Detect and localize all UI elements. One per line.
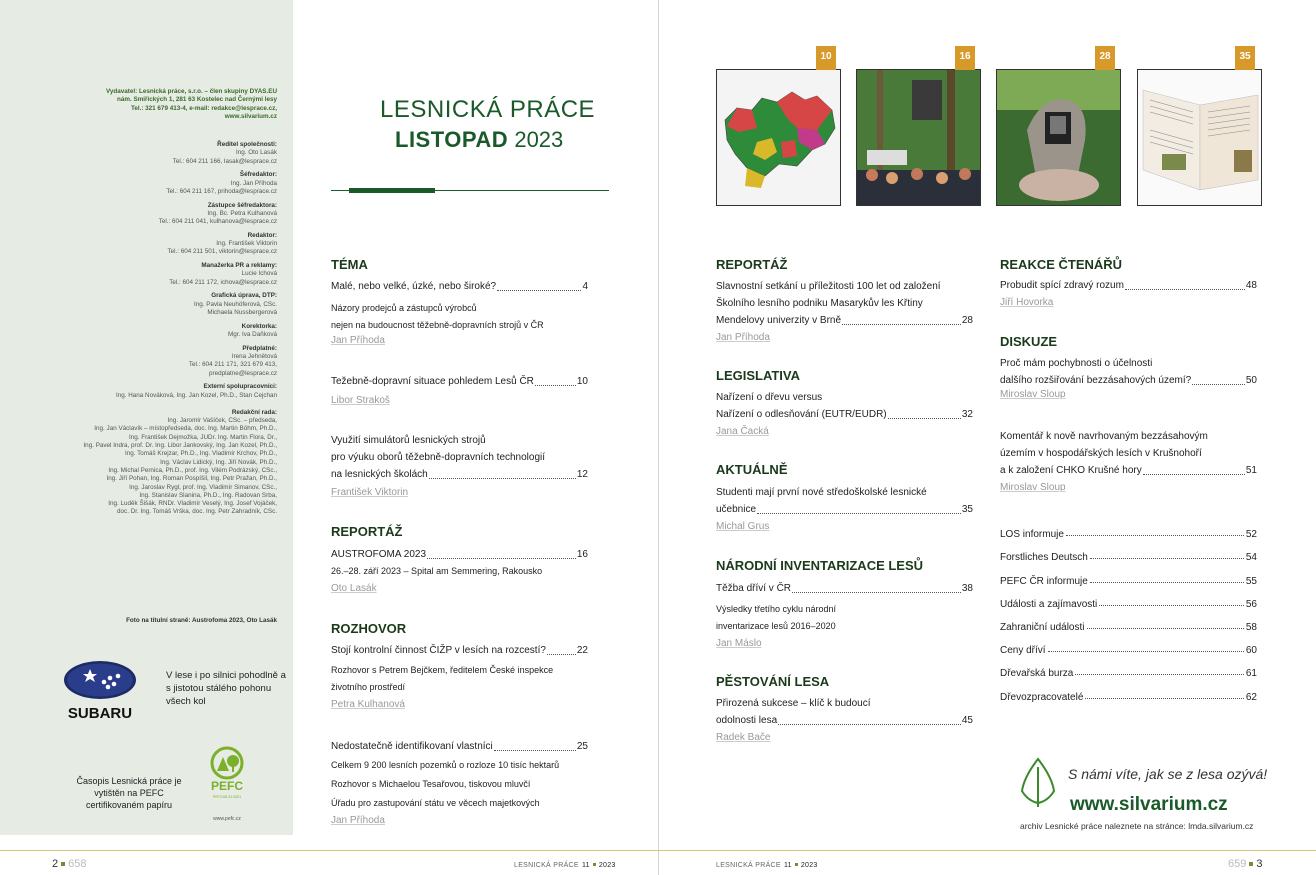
staff-block <box>83 292 277 317</box>
section-heading: REPORTÁŽ <box>716 257 788 272</box>
toc-title-line: územím v hospodářských lesích v Krušnohoří <box>1000 448 1202 459</box>
staff-line: Ing. Jan Václavík – místopředseda, doc. Ing. Martin Böhm, Ph.D., <box>94 425 277 433</box>
author-link[interactable]: Michal Grus <box>716 521 770 532</box>
toc-title-line: Využití simulátorů lesnických strojů <box>331 435 486 446</box>
masthead-title: LESNICKÁ PRÁCE <box>380 96 596 123</box>
dot-leader <box>778 724 961 725</box>
toc-title: AUSTROFOMA 2023 <box>331 549 427 560</box>
author-link[interactable]: Jan Příhoda <box>716 332 770 343</box>
staff-line: Ing. Luděk Šišák, RNDr. Vladimír Veselý, Ing. Josef Vojáček, <box>108 500 277 508</box>
dot-leader <box>497 290 581 291</box>
dot-leader <box>1192 384 1245 385</box>
toc-entry[interactable] <box>331 642 588 659</box>
pefc-tree-icon <box>203 745 251 809</box>
staff-line: Ing. František Viktorin <box>216 240 277 248</box>
misc-page: 62 <box>1245 691 1257 703</box>
author-link[interactable]: Jiří Hovorka <box>1000 297 1054 308</box>
subaru-slogan: V lese i po silnici pohodlně a s jistotou stálého pohonu všech kol <box>166 670 286 707</box>
thumb-page-number: 28 <box>1095 46 1115 70</box>
toc-title: Težebně-dopravní situace pohledem Lesů ČR <box>331 376 534 387</box>
misc-list <box>1000 517 1257 703</box>
dot-leader <box>1087 628 1244 629</box>
page-number: 3 <box>1256 858 1263 870</box>
misc-entry[interactable] <box>1000 610 1257 633</box>
staff-role: Korektorka: <box>241 322 277 330</box>
toc-title: učebnice <box>716 504 757 515</box>
author-link[interactable]: František Viktorin <box>331 487 409 498</box>
toc-page: 48 <box>1245 280 1257 291</box>
author-link[interactable]: Petra Kulhanová <box>331 699 405 710</box>
staff-line: Ing. Oto Lasák <box>236 149 277 157</box>
toc-entry[interactable] <box>1000 372 1257 389</box>
toc-subtitle: Názory prodejců a zástupců výrobců <box>331 303 477 313</box>
toc-title-line: Studenti mají první nové středoškolské lesnické <box>716 487 927 498</box>
staff-block <box>83 171 277 196</box>
footer-year: 2023 <box>598 862 616 869</box>
dot-leader <box>1075 674 1244 675</box>
misc-page: 52 <box>1245 529 1257 541</box>
staff-role: Předplatné: <box>242 344 277 352</box>
toc-page: 22 <box>576 645 588 656</box>
staff-line: Ing. Jaroslav Rygl, prof. Ing. Vladimír Simanov, CSc., <box>129 483 277 491</box>
staff-block <box>83 202 277 227</box>
toc-page: 25 <box>576 741 588 752</box>
subaru-emblem-icon <box>48 660 152 722</box>
dot-leader <box>792 592 961 593</box>
dot-leader <box>1099 605 1244 606</box>
toc-title: Stojí kontrolní činnost ČIŽP v lesích na rozcestí? <box>331 645 546 656</box>
footer-right <box>1228 858 1262 870</box>
toc-entry[interactable] <box>331 278 588 295</box>
misc-page: 61 <box>1245 668 1257 680</box>
staff-block <box>83 345 277 378</box>
misc-label: PEFC ČR informuje <box>1000 575 1088 587</box>
silvarium-tagline: S námi víte, jak se z lesa ozývá! <box>1068 766 1268 782</box>
staff-line: Ing. Jiří Pohan, Ing. Roman Pospíšil, Ing. Petr Pražan, Ph.D., <box>106 475 277 483</box>
author-link[interactable]: Libor Strakoš <box>331 395 390 406</box>
book-photo-icon <box>1138 70 1262 206</box>
pefc-url[interactable]: www.pefc.cz <box>213 816 241 822</box>
footer-year: 2023 <box>800 862 818 869</box>
staff-line: Ing. Pavel Indra, prof. Dr. Ing. Libor Jankovský, Ing. Jan Kozel, Ph.D., <box>83 442 277 450</box>
staff-line: Ing. Stanislav Slanina, Ph.D., Ing. Radovan Srba, <box>139 491 277 499</box>
misc-entry[interactable] <box>1000 633 1257 656</box>
toc-page: 4 <box>582 281 588 292</box>
staff-block <box>83 262 277 287</box>
dot-leader <box>1090 582 1244 583</box>
staff-role: Ředitel společnosti: <box>217 141 277 148</box>
dot-leader <box>1066 535 1244 536</box>
toc-entry[interactable] <box>716 580 973 597</box>
author-link[interactable]: Jana Čacká <box>716 426 769 437</box>
footer-issue: 11 <box>783 862 792 869</box>
masthead-rule-accent <box>349 188 435 193</box>
toc-page: 45 <box>961 715 973 726</box>
author-link[interactable]: Jan Máslo <box>716 638 762 649</box>
toc-title-line: pro výuku oborů těžebně-dopravních technologií <box>331 452 546 463</box>
toc-subtitle: nejen na budoucnost těžebně-dopravních strojů v ČR <box>331 320 544 330</box>
toc-title: a k založení CHKO Krušné hory <box>1000 465 1142 476</box>
footer-center-right <box>716 858 818 870</box>
staff-line: Ing. Hana Nováková, Ing. Jan Kozel, Ph.D., Stan Cejchan <box>115 391 277 399</box>
misc-label: Události a zajímavosti <box>1000 598 1098 610</box>
staff-role: Grafická úprava, DTP: <box>211 292 277 300</box>
dot-leader <box>757 513 961 514</box>
staff-role: Externí spolupracovníci: <box>203 383 277 391</box>
toc-page: 51 <box>1245 465 1257 476</box>
publisher-line: Vydavatel: Lesnická práce, s.r.o. – člen skupiny DYAS.EU <box>105 88 277 95</box>
staff-line: Ing. Pavla Neuhöferová, CSc. <box>194 300 277 308</box>
thumb-austrofoma[interactable] <box>856 69 981 206</box>
staff-role: Redaktor: <box>247 231 277 239</box>
masthead-month: LISTOPAD <box>395 127 509 152</box>
staff-role: Manažerka PR a reklamy: <box>201 262 277 270</box>
misc-label: Dřevařská burza <box>1000 668 1074 680</box>
staff-role: Zástupce šéfredaktora: <box>207 201 277 209</box>
toc-entry[interactable] <box>331 738 588 755</box>
toc-subtitle: Výsledky třetího cyklu národní <box>716 604 837 614</box>
toc-title: Nedostatečně identifikovaní vlastníci <box>331 741 493 752</box>
imprint-sidebar <box>0 0 293 835</box>
svg-text:SUBARU: SUBARU <box>67 705 133 722</box>
section-heading: AKTUÁLNĚ <box>716 462 788 477</box>
map-icon <box>717 70 841 206</box>
silvarium-url[interactable]: www.silvarium.cz <box>1070 794 1228 815</box>
footer-issue: 11 <box>581 862 590 869</box>
toc-title: na lesnických školách <box>331 469 428 480</box>
toc-title-line: Přirozená sukcese – klíč k budoucí <box>716 698 871 709</box>
publisher-block <box>106 88 277 121</box>
misc-entry[interactable] <box>1000 679 1257 702</box>
footer-left <box>52 858 86 870</box>
toc-title-line: Komentář k nově navrhovaným bezzásahovým <box>1000 431 1208 442</box>
misc-page: 58 <box>1245 621 1257 633</box>
misc-entry[interactable] <box>1000 587 1257 610</box>
toc-page: 16 <box>576 549 588 560</box>
author-link[interactable]: Jan Příhoda <box>331 815 385 826</box>
dot-leader <box>427 558 576 559</box>
dot-leader <box>547 654 576 655</box>
dot-leader <box>842 324 961 325</box>
toc-subtitle: Úřadu pro zastupování státu ve věcech majetkových <box>331 798 540 808</box>
staff-block <box>83 323 277 340</box>
toc-page: 28 <box>961 315 973 326</box>
staff-line: Tel.: 604 211 172, ichova@lesprace.cz <box>169 278 277 286</box>
author-link[interactable]: Radek Bače <box>716 732 771 743</box>
section-heading: REPORTÁŽ <box>331 524 403 539</box>
dot-leader <box>888 418 961 419</box>
toc-entry[interactable] <box>331 373 588 390</box>
staff-line: Tel.: 604 211 171, 321 679 413, <box>188 361 277 369</box>
thumb-map[interactable] <box>716 69 841 206</box>
masthead-year: 2023 <box>514 127 564 152</box>
misc-page: 54 <box>1245 552 1257 564</box>
staff-line: Tel.: 604 211 501, viktorin@lesprace.cz <box>167 248 277 256</box>
author-link[interactable]: Oto Lasák <box>331 583 377 594</box>
pefc-note: Časopis Lesnická práce je vytištěn na PEFC certifikovaném papíru <box>76 776 182 810</box>
toc-title: Mendelovy univerzity v Brně <box>716 315 842 326</box>
footer-center-left <box>514 858 616 870</box>
toc-entry[interactable] <box>716 501 973 518</box>
toc-title: odolnosti lesa <box>716 715 778 726</box>
toc-page: 38 <box>961 583 973 594</box>
toc-subtitle: Celkem 9 200 lesních pozemků o rozloze 10 tisíc hektarů <box>331 760 560 770</box>
staff-line: Tel.: 604 211 167, prihoda@lesprace.cz <box>166 187 277 195</box>
thumb-page-number: 35 <box>1235 46 1255 70</box>
staff-line: predplatne@lesprace.cz <box>209 369 277 377</box>
section-heading: LEGISLATIVA <box>716 368 801 383</box>
section-heading: NÁRODNÍ INVENTARIZACE LESŮ <box>716 558 924 573</box>
thumb-page-number: 10 <box>816 46 836 70</box>
misc-page: 60 <box>1245 645 1257 657</box>
publisher-contact: Tel.: 321 679 413-4, e-mail: redakce@lesprace.cz, <box>130 104 277 112</box>
staff-line: Ing. Michal Pernica, Ph.D., prof. Ing. Vilém Podrázský, CSc., <box>108 466 277 474</box>
toc-subtitle: životního prostředí <box>331 682 406 692</box>
toc-entry[interactable] <box>716 312 973 329</box>
dot-leader <box>535 385 576 386</box>
toc-page: 10 <box>576 376 588 387</box>
svg-text:PEFC: PEFC <box>210 779 244 793</box>
dot-leader <box>1143 474 1245 475</box>
author-link[interactable]: Miroslav Sloup <box>1000 389 1066 400</box>
misc-label: Zahraniční události <box>1000 621 1085 633</box>
staff-line: Ing. František Dejmožka, JUDr. Ing. Martin Flora, Dr., <box>128 433 277 441</box>
toc-subtitle: inventarizace lesů 2016–2020 <box>716 621 836 631</box>
toc-subtitle: 26.–28. září 2023 – Spital am Semmering, Rakousko <box>331 566 543 576</box>
dot-leader <box>1048 651 1244 652</box>
masthead-issue <box>395 127 563 153</box>
staff-line: Tel.: 604 211 041, kulhanova@lesprace.cz <box>158 218 277 226</box>
section-heading: PĚSTOVÁNÍ LESA <box>716 674 830 689</box>
thumb-memorial[interactable] <box>996 69 1121 206</box>
silvarium-logo <box>1014 757 1062 814</box>
toc-title-line: Školního lesního podniku Masarykův les Křtiny <box>716 298 923 309</box>
staff-role: Šéfredaktor: <box>239 171 277 179</box>
misc-entry[interactable] <box>1000 517 1257 540</box>
publisher-address: nám. Smiřických 1, 281 63 Kostelec nad Černými lesy <box>117 96 277 104</box>
silvarium-archive: archiv Lesnické práce naleznete na stránce: lmda.silvarium.cz <box>1020 821 1254 831</box>
misc-label: Ceny dříví <box>1000 645 1046 657</box>
misc-entry[interactable] <box>1000 540 1257 563</box>
dot-leader <box>1090 558 1244 559</box>
misc-label: LOS informuje <box>1000 529 1064 541</box>
toc-title: Těžba dříví v ČR <box>716 583 792 594</box>
svg-text:PEFC/08-31-0001: PEFC/08-31-0001 <box>212 795 242 799</box>
thumb-page-number: 16 <box>955 46 975 70</box>
footer-rule <box>0 850 1316 851</box>
section-heading: ROZHOVOR <box>331 621 407 636</box>
section-heading: TÉMA <box>331 257 368 272</box>
toc-title: dalšího rozšiřování bezzásahových území? <box>1000 375 1192 386</box>
staff-block <box>83 409 277 517</box>
forest-photo-icon <box>857 70 981 206</box>
dot-leader <box>494 750 576 751</box>
page-total: 658 <box>68 858 87 870</box>
staff-line: Irena Jehnětová <box>231 352 277 360</box>
leaf-icon <box>1014 757 1062 809</box>
staff-line: Lucie Ichová <box>241 270 277 278</box>
toc-page: 12 <box>576 469 588 480</box>
staff-role: Redakční rada: <box>231 408 277 416</box>
toc-page: 50 <box>1245 375 1257 386</box>
toc-entry[interactable] <box>1000 462 1257 479</box>
memorial-photo-icon <box>997 70 1121 206</box>
toc-title-line: Slavnostní setkání u příležitosti 100 let od založení <box>716 281 941 292</box>
misc-page: 56 <box>1245 598 1257 610</box>
toc-subtitle: Rozhovor s Michaelou Tesařovou, tiskovou mluvčí <box>331 779 531 789</box>
staff-line: Ing. Tomáš Krejzar, Ph.D., Ing. Vladimír Krchov, Ph.D., <box>124 450 277 458</box>
toc-title: Probudit spící zdravý rozum <box>1000 280 1124 291</box>
dot-leader <box>429 478 576 479</box>
dot-leader <box>1125 289 1245 290</box>
toc-entry[interactable] <box>1000 277 1257 294</box>
photo-credit: Foto na titulní straně: Austrofoma 2023, Oto Lasák <box>126 617 277 624</box>
section-heading: DISKUZE <box>1000 334 1058 349</box>
staff-block <box>83 141 277 166</box>
misc-entry[interactable] <box>1000 656 1257 679</box>
toc-subtitle: Rozhovor s Petrem Bejčkem, ředitelem České inspekce <box>331 665 554 675</box>
toc-entry[interactable] <box>716 406 973 423</box>
toc-title-line: Nařízení o dřevu versus <box>716 392 823 403</box>
misc-label: Forstliches Deutsch <box>1000 552 1088 564</box>
page-gutter <box>658 0 659 875</box>
dot-leader <box>1085 698 1244 699</box>
staff-line: Ing. Bc. Petra Kulhanová <box>207 209 277 217</box>
footer-magazine: LESNICKÁ PRÁCE <box>716 862 781 869</box>
pefc-logo <box>203 745 251 822</box>
toc-page: 32 <box>961 409 973 420</box>
misc-page: 55 <box>1245 575 1257 587</box>
footer-magazine: LESNICKÁ PRÁCE <box>514 862 579 869</box>
author-link[interactable]: Jan Příhoda <box>331 335 385 346</box>
staff-line: Mgr. Iva Daňková <box>228 330 277 338</box>
page-total: 659 <box>1228 858 1247 870</box>
subaru-logo <box>48 660 152 727</box>
publisher-web: www.silvarium.cz <box>224 112 277 120</box>
staff-line: Tel.: 604 211 166, lasak@lesprace.cz <box>172 157 277 165</box>
staff-line: doc. Dr. Ing. Tomáš Vrška, doc. Ing. Petr Zahradník, CSc. <box>117 508 277 516</box>
staff-block <box>83 383 277 400</box>
thumb-textbook[interactable] <box>1137 69 1262 206</box>
toc-title: Nařízení o odlesňování (EUTR/EUDR) <box>716 409 887 420</box>
page-number: 2 <box>52 858 59 870</box>
section-heading: REAKCE ČTENÁŘŮ <box>1000 257 1123 272</box>
staff-line: Ing. Jan Příhoda <box>230 179 277 187</box>
toc-entry[interactable] <box>331 466 588 483</box>
staff-line: Ing. Václav Lidický, Ing. Jiří Novák, Ph.D., <box>160 458 277 466</box>
staff-list <box>83 141 277 522</box>
toc-title: Malé, nebo velké, úzké, nebo široké? <box>331 281 497 292</box>
toc-entry[interactable] <box>331 546 588 563</box>
author-link[interactable]: Miroslav Sloup <box>1000 482 1066 493</box>
staff-line: Ing. Jaromír Vašíček, CSc. – předseda, <box>167 417 277 425</box>
toc-page: 35 <box>961 504 973 515</box>
toc-title-line: Proč mám pochybnosti o účelnosti <box>1000 358 1153 369</box>
misc-entry[interactable] <box>1000 563 1257 586</box>
staff-block <box>83 232 277 257</box>
toc-entry[interactable] <box>716 712 973 729</box>
staff-line: Michaela Nussbergerová <box>207 309 277 316</box>
misc-label: Dřevozpracovatelé <box>1000 691 1084 703</box>
